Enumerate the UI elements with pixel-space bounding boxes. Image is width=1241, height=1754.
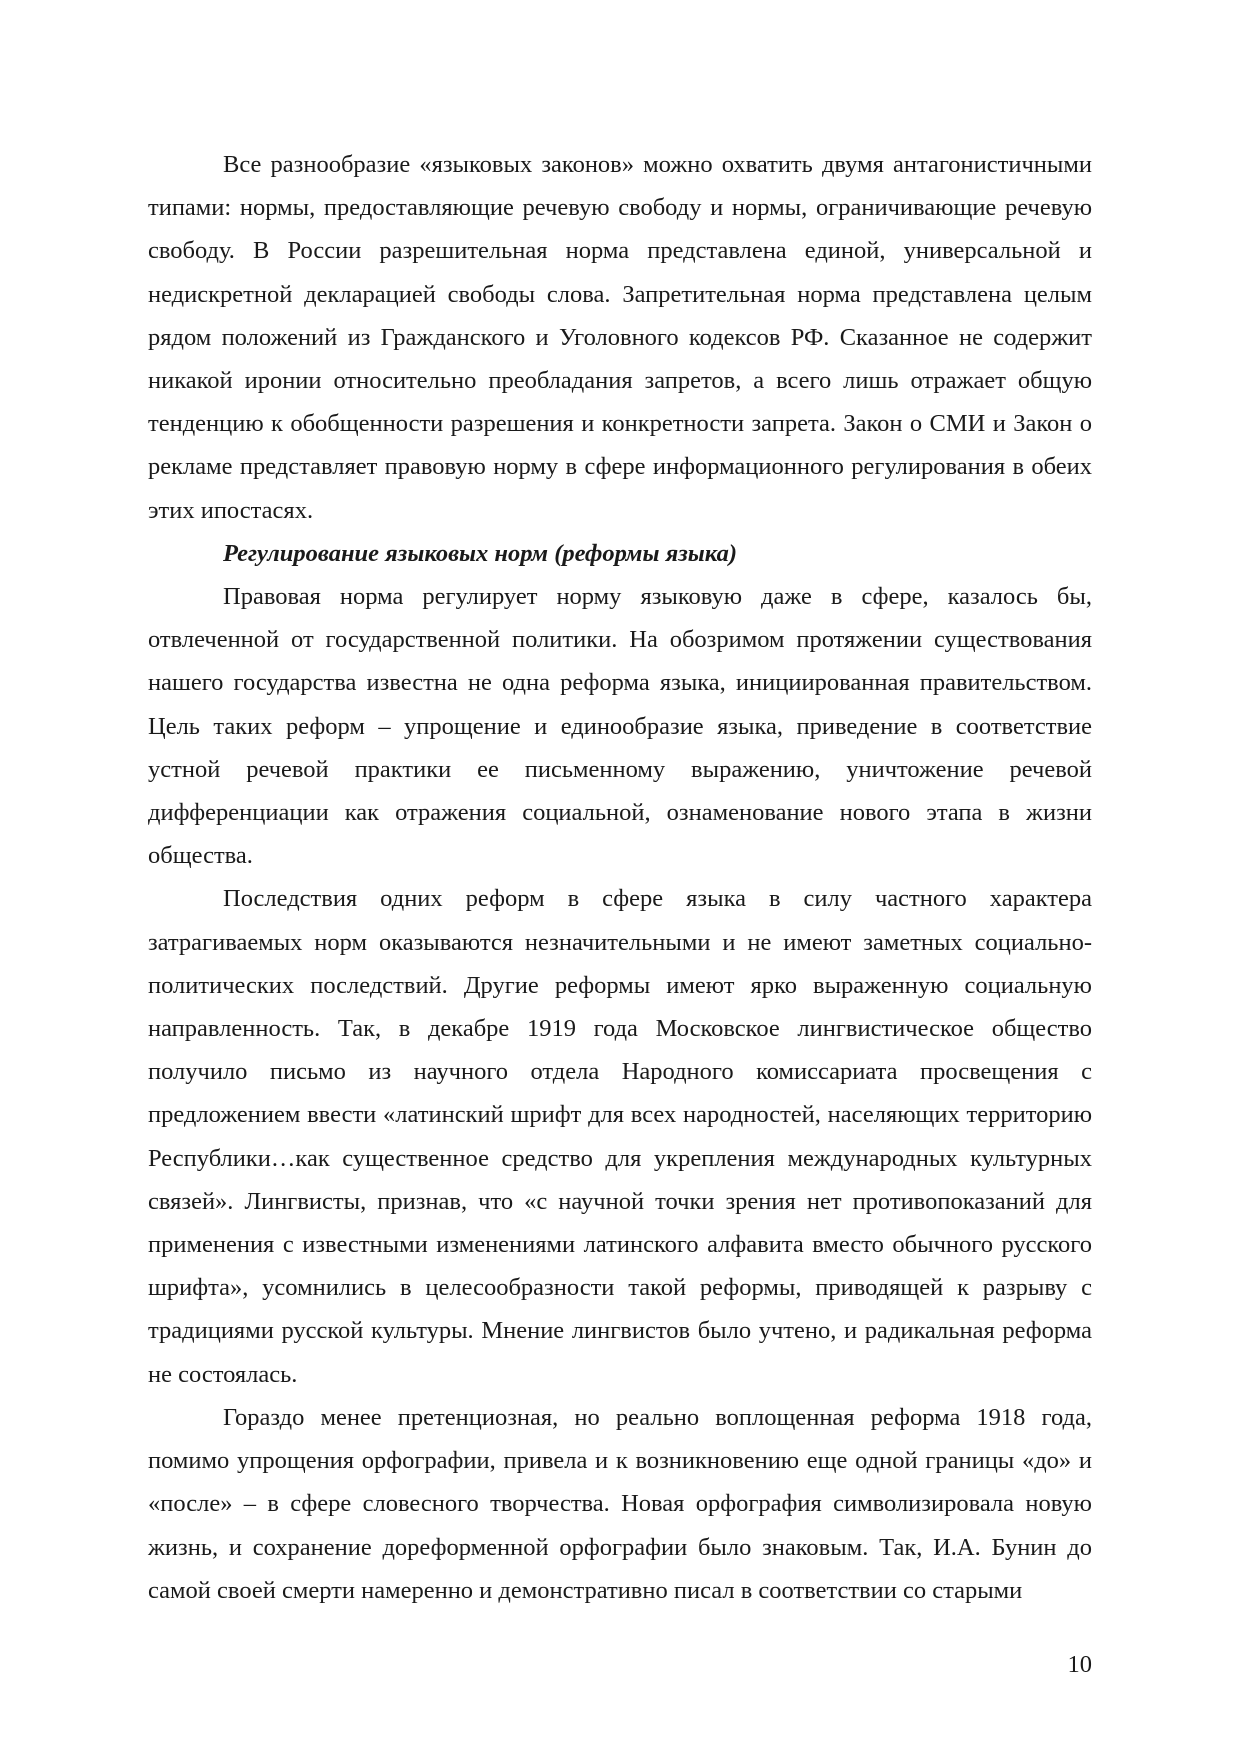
text-block <box>148 143 1092 1612</box>
paragraph-reform-1918: Гораздо менее претенциозная, но реально воплощенная реформа 1918 года, помимо упрощения орфографии, привела и к возникновению еще одной границы «до» и «после» – в сфере словесного творчества. Новая орфография символизировала новую жизнь, и сохранение дореформенной орфографии было знаковым. Так, И.А. Бунин до самой своей смерти намеренно и демонстративно писал в соответствии со старыми <box>148 1403 1092 1604</box>
section-heading: Регулирование языковых норм (реформы языка) <box>223 539 737 567</box>
page-number: 10 <box>1067 1651 1092 1678</box>
paragraph-legal-norm: Правовая норма регулирует норму языковую даже в сфере, казалось бы, отвлеченной от государственной политики. На обозримом протяжении существования нашего государства известна не одна реформа языка, инициированная правительством. Цель таких реформ – упрощение и единообразие языка, приведение в соответствие устной речевой практики ее письменному выражению, уничтожение речевой дифференциации как отражения социальной, ознаменование нового этапа в жизни общества. <box>148 583 1092 870</box>
paragraph-reform-consequences: Последствия одних реформ в сфере языка в силу частного характера затрагиваемых норм оказываются незначительными и не имеют заметных социально-политических последствий. Другие реформы имеют ярко выраженную социальную направленность. Так, в декабре 1919 года Московское лингвистическое общество получило письмо из научного отдела Народного комиссариата просвещения с предложением ввести «латинский шрифт для всех народностей, населяющих территорию Республики…как существенное средство для укрепления международных культурных связей». Лингвисты, признав, что «с научной точки зрения нет противопоказаний для применения с известными изменениями латинского алфавита вместо обычного русского шрифта», усомнились в целесообразности такой реформы, приводящей к разрыву с традициями русской культуры. Мнение лингвистов было учтено, и радикальная реформа не состоялась. <box>148 885 1092 1388</box>
paragraph-language-laws: Все разнообразие «языковых законов» можно охватить двумя антагонистичными типами: нормы, предоставляющие речевую свободу и нормы, ограничивающие речевую свободу. В России разрешительная норма представлена единой, универсальной и недискретной декларацией свободы слова. Запретительная норма представлена целым рядом положений из Гражданского и Уголовного кодексов РФ. Сказанное не содержит никакой иронии относительно преобладания запретов, а всего лишь отражает общую тенденцию к обобщенности разрешения и конкретности запрета. Закон о СМИ и Закон о рекламе представляет правовую норму в сфере информационного регулирования в обеих этих ипостасях. <box>148 151 1092 524</box>
